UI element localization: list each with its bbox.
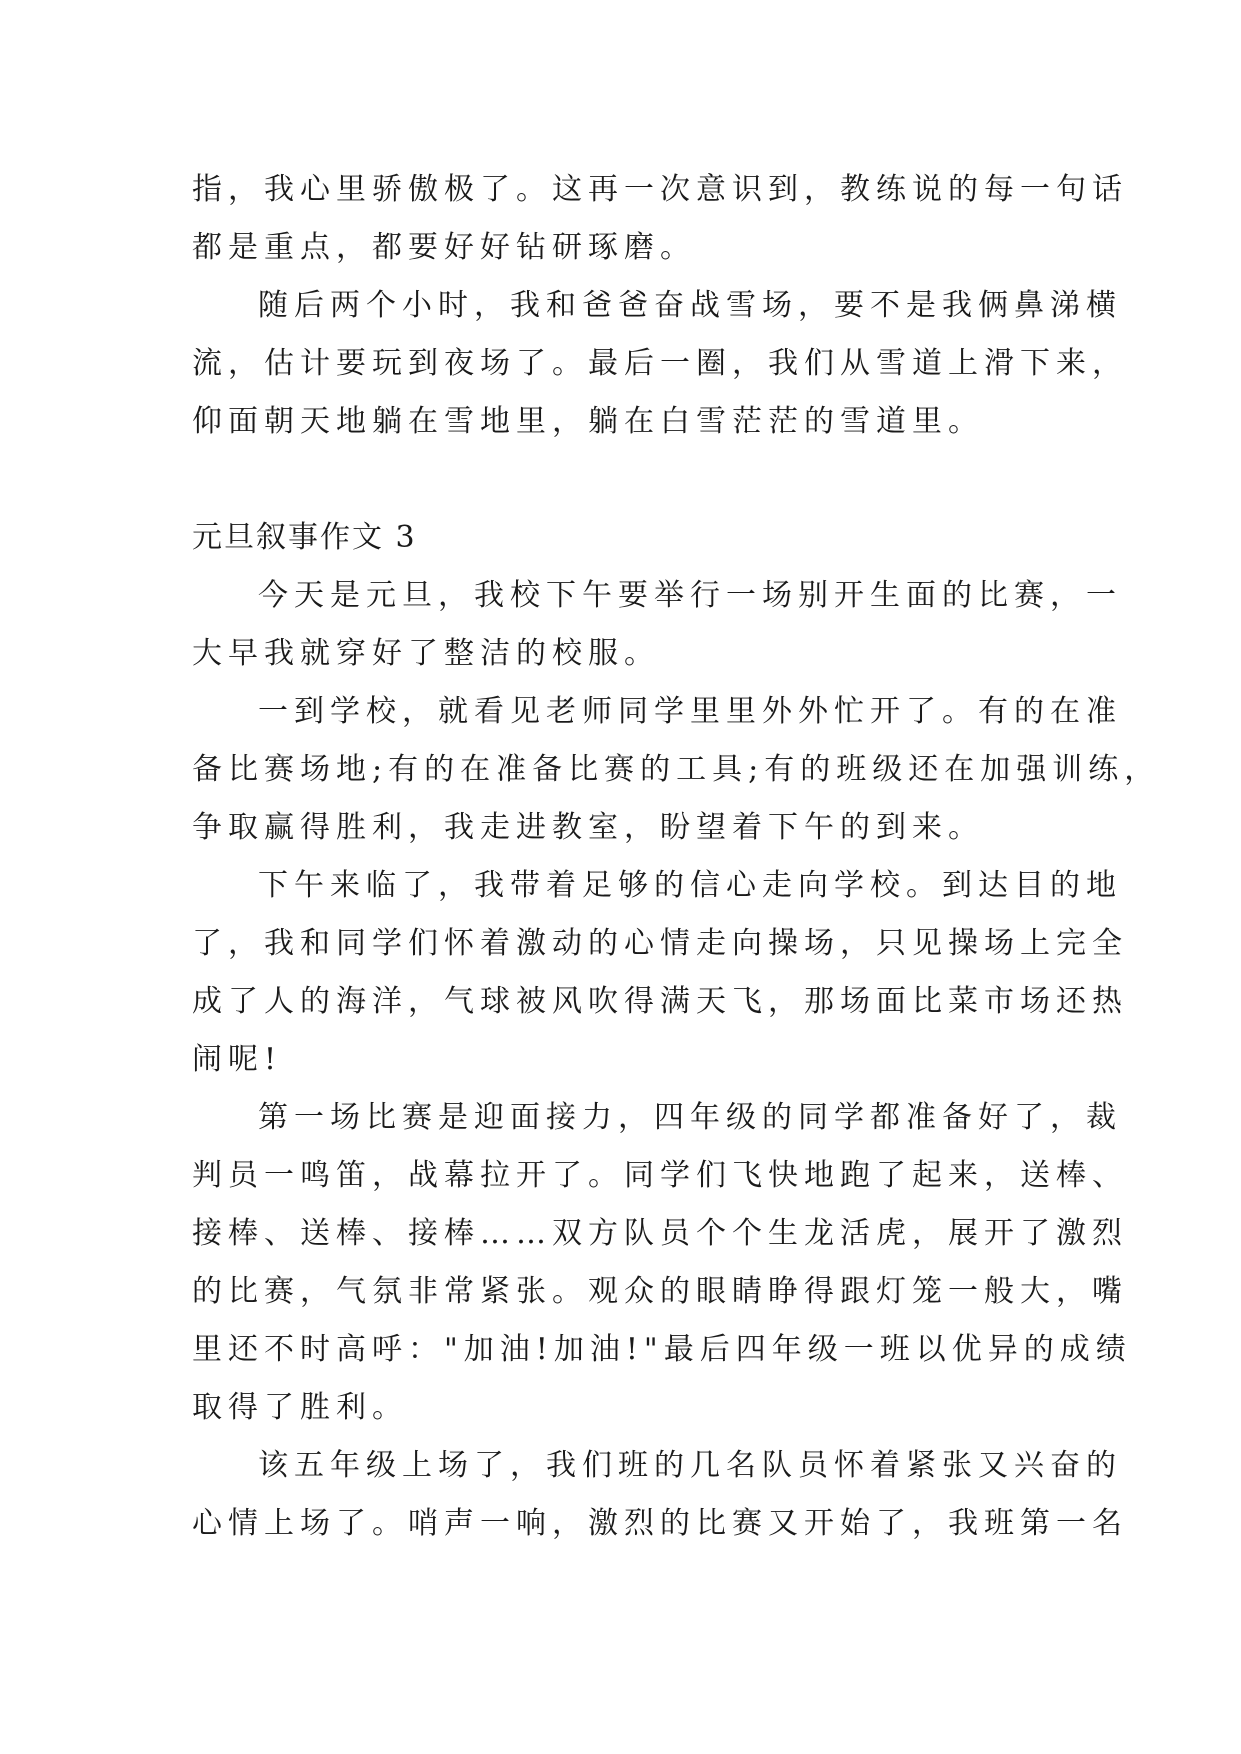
text-line: 接棒、送棒、接棒……双方队员个个生龙活虎，展开了激烈 <box>192 1216 1128 1251</box>
text-line: 的比赛，气氛非常紧张。观众的眼睛睁得跟灯笼一般大，嘴 <box>192 1274 1128 1309</box>
paragraph-start: 一到学校，就看见老师同学里里外外忙开了。有的在准 <box>258 694 1122 729</box>
section-gap <box>192 451 1072 509</box>
text-line: 成了人的海洋，气球被风吹得满天飞，那场面比菜市场还热 <box>192 984 1128 1019</box>
text-line: 取得了胜利。 <box>192 1390 408 1425</box>
text-line: 指，我心里骄傲极了。这再一次意识到，教练说的每一句话 <box>192 172 1128 207</box>
paragraph-start: 随后两个小时，我和爸爸奋战雪场，要不是我俩鼻涕横 <box>258 288 1122 323</box>
paragraph-start: 今天是元旦，我校下午要举行一场别开生面的比赛，一 <box>258 578 1122 613</box>
text-line: 了，我和同学们怀着激动的心情走向操场，只见操场上完全 <box>192 926 1128 961</box>
section-title: 元旦叙事作文 3 <box>192 520 417 555</box>
paragraph-start: 第一场比赛是迎面接力，四年级的同学都准备好了，裁 <box>258 1100 1122 1135</box>
text-line: 争取赢得胜利，我走进教室，盼望着下午的到来。 <box>192 810 984 845</box>
text-line: 大早我就穿好了整洁的校服。 <box>192 636 660 671</box>
text-line: 判员一鸣笛，战幕拉开了。同学们飞快地跑了起来，送棒、 <box>192 1158 1128 1193</box>
text-line: 里还不时高呼："加油!加油!"最后四年级一班以优异的成绩 <box>192 1332 1132 1367</box>
paragraph-start: 该五年级上场了，我们班的几名队员怀着紧张又兴奋的 <box>258 1448 1122 1483</box>
paragraph-start: 下午来临了，我带着足够的信心走向学校。到达目的地 <box>258 868 1122 903</box>
text-line: 心情上场了。哨声一响，激烈的比赛又开始了，我班第一名 <box>192 1506 1128 1541</box>
text-line: 流，估计要玩到夜场了。最后一圈，我们从雪道上滑下来， <box>192 346 1128 381</box>
document-page <box>192 161 1161 1553</box>
text-line: 仰面朝天地躺在雪地里，躺在白雪茫茫的雪道里。 <box>192 404 984 439</box>
text-line: 备比赛场地;有的在准备比赛的工具;有的班级还在加强训练， <box>192 752 1161 787</box>
text-line: 闹呢! <box>192 1042 283 1077</box>
text-line: 都是重点，都要好好钻研琢磨。 <box>192 230 696 265</box>
